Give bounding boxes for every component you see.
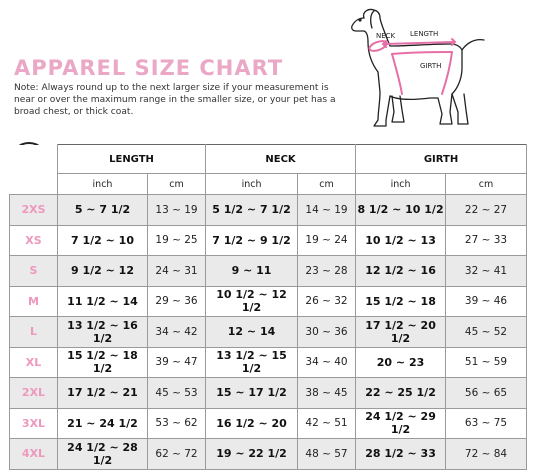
neck-inch-cell: 13 1/2 ~ 15 1/2 [206,347,298,378]
length-cm-cell: 62 ~ 72 [148,439,206,470]
girth-inch-cell: 8 1/2 ~ 10 1/2 [356,195,446,226]
girth-cm-cell: 63 ~ 75 [446,408,527,439]
neck-inch-cell: 5 1/2 ~ 7 1/2 [206,195,298,226]
unit-header: cm [446,174,527,195]
group-header-length: LENGTH [58,145,206,174]
length-cm-cell: 24 ~ 31 [148,256,206,287]
length-cm-cell: 39 ~ 47 [148,347,206,378]
table-row [10,256,527,287]
size-label: L [10,317,58,348]
length-cm-cell: 29 ~ 36 [148,286,206,317]
girth-cm-cell: 22 ~ 27 [446,195,527,226]
neck-cm-cell: 38 ~ 45 [298,378,356,409]
neck-inch-cell: 7 1/2 ~ 9 1/2 [206,225,298,256]
girth-inch-cell: 12 1/2 ~ 16 [356,256,446,287]
dog-illustration [334,2,494,138]
girth-cm-cell: 27 ~ 33 [446,225,527,256]
size-label: 3XL [10,408,58,439]
table-row [10,286,527,317]
table-row [10,225,527,256]
neck-cm-cell: 48 ~ 57 [298,439,356,470]
girth-inch-cell: 24 1/2 ~ 29 1/2 [356,408,446,439]
sizing-note: Note: Always round up to the next larger size if your measurement is near or over the maximum range in the smaller size, or your pet has a broad chest, or thick coat. [14,83,336,117]
neck-inch-cell: 12 ~ 14 [206,317,298,348]
group-header-girth: GIRTH [356,145,527,174]
table-row [10,195,527,226]
girth-inch-cell: 22 ~ 25 1/2 [356,378,446,409]
table-row [10,408,527,439]
length-inch-cell: 7 1/2 ~ 10 [58,225,148,256]
table-row [10,378,527,409]
unit-header: inch [58,174,148,195]
length-inch-cell: 21 ~ 24 1/2 [58,408,148,439]
neck-inch-cell: 16 1/2 ~ 20 [206,408,298,439]
neck-cm-cell: 19 ~ 24 [298,225,356,256]
girth-cm-cell: 72 ~ 84 [446,439,527,470]
dog-eye [358,18,361,21]
neck-cm-cell: 26 ~ 32 [298,286,356,317]
length-label: LENGTH [410,30,439,38]
neck-cm-cell: 23 ~ 28 [298,256,356,287]
size-label: S [10,256,58,287]
table-row [10,317,527,348]
neck-inch-cell: 10 1/2 ~ 12 1/2 [206,286,298,317]
girth-cm-cell: 56 ~ 65 [446,378,527,409]
group-header-neck: NECK [206,145,356,174]
length-inch-cell: 13 1/2 ~ 16 1/2 [58,317,148,348]
neck-cm-cell: 42 ~ 51 [298,408,356,439]
length-inch-cell: 5 ~ 7 1/2 [58,195,148,226]
neck-cm-cell: 34 ~ 40 [298,347,356,378]
size-label: XS [10,225,58,256]
girth-inch-cell: 15 1/2 ~ 18 [356,286,446,317]
length-inch-cell: 17 1/2 ~ 21 [58,378,148,409]
length-inch-cell: 15 1/2 ~ 18 1/2 [58,347,148,378]
girth-inch-cell: 10 1/2 ~ 13 [356,225,446,256]
girth-cm-cell: 45 ~ 52 [446,317,527,348]
size-label: M [10,286,58,317]
length-cm-cell: 53 ~ 62 [148,408,206,439]
length-inch-cell: 9 1/2 ~ 12 [58,256,148,287]
size-label: XL [10,347,58,378]
length-cm-cell: 13 ~ 19 [148,195,206,226]
size-label: 2XS [10,195,58,226]
unit-header: inch [356,174,446,195]
neck-inch-cell: 15 ~ 17 1/2 [206,378,298,409]
length-cm-cell: 19 ~ 25 [148,225,206,256]
neck-cm-cell: 30 ~ 36 [298,317,356,348]
girth-cm-cell: 39 ~ 46 [446,286,527,317]
neck-inch-cell: 9 ~ 11 [206,256,298,287]
table-row [10,439,527,470]
dog-measurement-diagram [334,2,494,138]
table-row [10,347,527,378]
neck-cm-cell: 14 ~ 19 [298,195,356,226]
table-corner [10,145,58,195]
size-label: 2XL [10,378,58,409]
girth-cm-cell: 51 ~ 59 [446,347,527,378]
page-title: APPAREL SIZE CHART [14,56,284,80]
length-cm-cell: 34 ~ 42 [148,317,206,348]
length-cm-cell: 45 ~ 53 [148,378,206,409]
unit-header: cm [298,174,356,195]
unit-header: inch [206,174,298,195]
header [0,0,533,140]
size-label: 4XL [10,439,58,470]
girth-label: GIRTH [420,62,442,70]
girth-inch-cell: 17 1/2 ~ 20 1/2 [356,317,446,348]
girth-cm-cell: 32 ~ 41 [446,256,527,287]
length-inch-cell: 24 1/2 ~ 28 1/2 [58,439,148,470]
length-inch-cell: 11 1/2 ~ 14 [58,286,148,317]
neck-label: NECK [376,32,396,40]
girth-inch-cell: 20 ~ 23 [356,347,446,378]
unit-header: cm [148,174,206,195]
neck-inch-cell: 19 ~ 22 1/2 [206,439,298,470]
size-chart-table [9,144,527,470]
girth-inch-cell: 28 1/2 ~ 33 [356,439,446,470]
